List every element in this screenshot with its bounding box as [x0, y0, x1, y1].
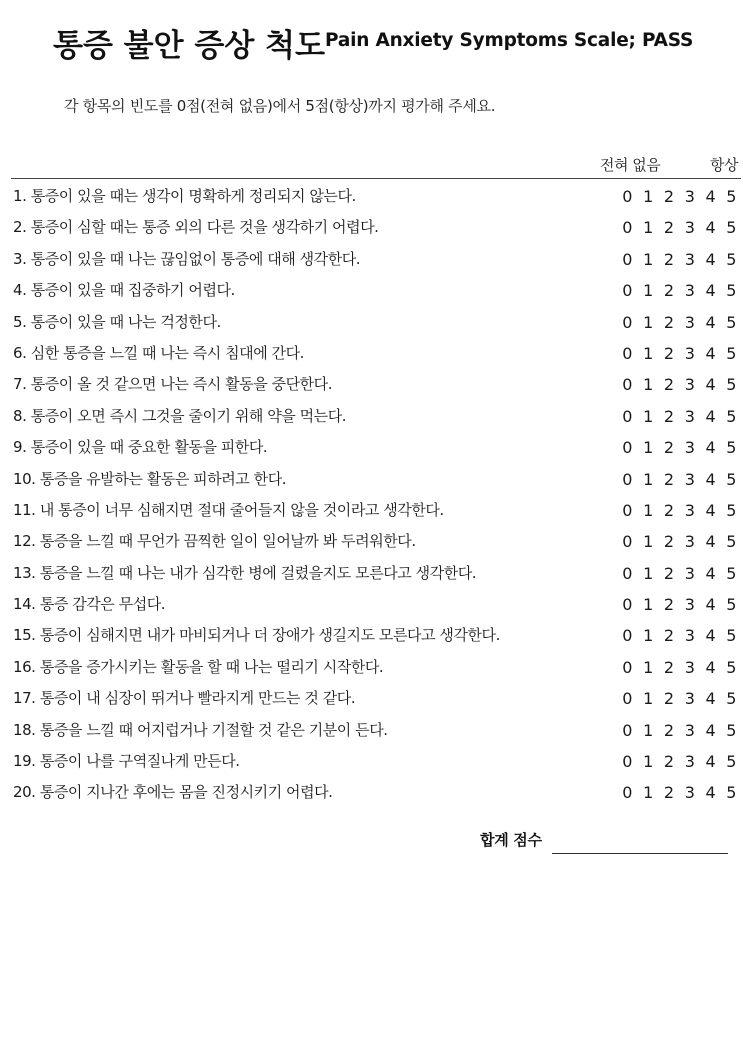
score-option[interactable]: 1 — [643, 281, 654, 301]
score-option[interactable]: 0 — [622, 532, 633, 552]
score-option[interactable]: 3 — [684, 249, 695, 269]
score-option[interactable]: 5 — [726, 312, 737, 332]
score-option[interactable]: 0 — [622, 783, 633, 803]
score-options — [617, 715, 742, 746]
score-option[interactable]: 2 — [663, 657, 675, 677]
question-row — [13, 589, 738, 620]
score-options — [617, 369, 742, 400]
score-option[interactable]: 5 — [726, 438, 737, 458]
score-options — [617, 212, 742, 243]
score-option[interactable]: 4 — [705, 563, 716, 583]
score-option[interactable]: 3 — [684, 720, 695, 740]
score-option[interactable]: 3 — [684, 500, 695, 520]
question-row — [13, 683, 738, 714]
score-option[interactable]: 1 — [643, 375, 654, 395]
question-text: 4. 통증이 있을 때 집중하기 어렵다. — [13, 281, 235, 300]
score-option[interactable]: 4 — [705, 532, 716, 552]
score-option[interactable]: 4 — [705, 218, 716, 238]
score-options — [617, 244, 742, 275]
score-option[interactable]: 0 — [622, 657, 633, 677]
score-option[interactable]: 2 — [663, 249, 675, 269]
score-option[interactable]: 3 — [684, 312, 695, 332]
question-text: 11. 내 통증이 너무 심해지면 절대 줄어들지 않을 것이라고 생각한다. — [13, 500, 444, 519]
score-option[interactable]: 0 — [622, 281, 633, 301]
question-row — [13, 620, 738, 651]
question-text: 16. 통증을 증가시키는 활동을 할 때 나는 떨리기 시작한다. — [13, 657, 384, 676]
score-option[interactable]: 2 — [663, 532, 675, 552]
score-option[interactable]: 4 — [705, 689, 716, 709]
question-text: 7. 통증이 올 것 같으면 나는 즉시 활동을 중단한다. — [13, 375, 333, 394]
question-row — [13, 369, 738, 400]
score-option[interactable]: 1 — [643, 343, 654, 363]
question-row — [13, 212, 738, 243]
score-option[interactable]: 1 — [643, 438, 654, 458]
score-option[interactable]: 2 — [663, 218, 675, 238]
score-option[interactable]: 5 — [726, 595, 737, 615]
question-row — [13, 307, 738, 338]
score-option[interactable]: 5 — [726, 375, 737, 395]
score-option[interactable]: 2 — [663, 343, 675, 363]
score-option[interactable]: 5 — [726, 500, 737, 520]
score-options — [617, 746, 742, 777]
score-options — [617, 589, 742, 620]
score-option[interactable]: 2 — [663, 438, 675, 458]
question-row — [13, 715, 738, 746]
score-option[interactable]: 4 — [705, 187, 716, 206]
score-options — [617, 464, 742, 495]
score-option[interactable]: 0 — [622, 563, 633, 583]
score-option[interactable]: 1 — [643, 532, 654, 552]
question-row — [13, 526, 738, 557]
score-option[interactable]: 3 — [684, 657, 695, 677]
score-option[interactable]: 1 — [643, 720, 654, 740]
scale-header — [560, 154, 738, 174]
score-option[interactable]: 5 — [726, 406, 737, 426]
score-options — [617, 432, 742, 463]
score-option[interactable]: 2 — [663, 595, 675, 615]
score-option[interactable]: 4 — [705, 312, 716, 332]
question-text: 15. 통증이 심해지면 내가 마비되거나 더 장애가 생길지도 모른다고 생각한다. — [13, 626, 500, 645]
score-option[interactable]: 4 — [705, 595, 716, 615]
score-options — [617, 401, 742, 432]
page-title — [53, 24, 693, 68]
question-row — [13, 401, 738, 432]
score-option[interactable]: 0 — [622, 218, 633, 238]
score-option[interactable]: 1 — [643, 595, 654, 615]
score-option[interactable]: 1 — [643, 469, 654, 489]
question-row — [13, 464, 738, 495]
score-option[interactable]: 0 — [622, 343, 633, 363]
score-options — [617, 558, 742, 589]
score-option[interactable]: 5 — [726, 689, 737, 709]
score-option[interactable]: 1 — [643, 500, 654, 520]
score-option[interactable]: 1 — [643, 563, 654, 583]
question-text: 14. 통증 감각은 무섭다. — [13, 595, 166, 614]
score-option[interactable]: 1 — [643, 187, 654, 206]
score-option[interactable]: 3 — [684, 783, 695, 803]
score-option[interactable]: 1 — [643, 752, 654, 772]
score-option[interactable]: 4 — [705, 375, 716, 395]
score-option[interactable]: 2 — [663, 281, 675, 301]
question-row — [13, 181, 738, 212]
score-option[interactable]: 5 — [726, 343, 737, 363]
score-option[interactable]: 0 — [622, 626, 633, 646]
score-option[interactable]: 3 — [684, 218, 695, 238]
question-text: 5. 통증이 있을 때 나는 걱정한다. — [13, 312, 221, 331]
question-row — [13, 746, 738, 777]
score-option[interactable]: 4 — [705, 720, 716, 740]
score-option[interactable]: 2 — [663, 375, 675, 395]
score-option[interactable]: 4 — [705, 406, 716, 426]
score-option[interactable]: 3 — [684, 187, 695, 206]
score-option[interactable]: 5 — [726, 657, 737, 677]
score-option[interactable]: 0 — [622, 249, 633, 269]
question-row — [13, 432, 738, 463]
score-option[interactable]: 4 — [705, 343, 716, 363]
score-options — [617, 338, 742, 369]
score-option[interactable]: 5 — [726, 752, 737, 772]
question-text: 13. 통증을 느낄 때 나는 내가 심각한 병에 걸렸을지도 모른다고 생각한다. — [13, 563, 477, 582]
score-option[interactable]: 5 — [726, 187, 737, 206]
score-option[interactable]: 3 — [684, 375, 695, 395]
score-option[interactable]: 0 — [622, 595, 633, 615]
score-option[interactable]: 3 — [684, 281, 695, 301]
score-option[interactable]: 2 — [663, 689, 675, 709]
score-option[interactable]: 5 — [726, 783, 737, 803]
score-option[interactable]: 2 — [663, 406, 675, 426]
question-text: 19. 통증이 나를 구역질나게 만든다. — [13, 752, 240, 771]
score-option[interactable]: 1 — [643, 626, 654, 646]
score-option[interactable]: 3 — [684, 563, 695, 583]
score-option[interactable]: 4 — [705, 438, 716, 458]
score-options — [617, 526, 742, 557]
score-option[interactable]: 4 — [705, 469, 716, 489]
score-options — [617, 683, 742, 714]
score-option[interactable]: 5 — [726, 563, 737, 583]
question-text: 20. 통증이 지나간 후에는 몸을 진정시키기 어렵다. — [13, 783, 333, 802]
score-option[interactable]: 4 — [705, 752, 716, 772]
question-text: 18. 통증을 느낄 때 어지럽거나 기절할 것 같은 기분이 든다. — [13, 720, 388, 739]
score-option[interactable]: 3 — [684, 626, 695, 646]
score-option[interactable]: 2 — [663, 563, 675, 583]
score-option[interactable]: 3 — [684, 595, 695, 615]
question-text: 3. 통증이 있을 때 나는 끊임없이 통증에 대해 생각한다. — [13, 249, 361, 268]
score-option[interactable]: 1 — [643, 783, 654, 803]
score-option[interactable]: 3 — [684, 469, 695, 489]
score-option[interactable]: 0 — [622, 406, 633, 426]
score-option[interactable]: 1 — [643, 689, 654, 709]
score-option[interactable]: 3 — [684, 752, 695, 772]
question-row — [13, 495, 738, 526]
score-option[interactable]: 4 — [705, 281, 716, 301]
question-row — [13, 652, 738, 683]
score-option[interactable]: 0 — [622, 752, 633, 772]
score-option[interactable]: 2 — [663, 720, 675, 740]
score-option[interactable]: 1 — [643, 218, 654, 238]
question-text: 2. 통증이 심할 때는 통증 외의 다른 것을 생각하기 어렵다. — [13, 218, 379, 237]
score-options — [617, 181, 742, 212]
score-option[interactable]: 1 — [643, 406, 654, 426]
question-row — [13, 244, 738, 275]
score-option[interactable]: 0 — [622, 312, 633, 332]
header-divider — [11, 178, 741, 179]
score-option[interactable]: 2 — [663, 500, 675, 520]
score-options — [617, 620, 742, 651]
score-option[interactable]: 1 — [643, 312, 654, 332]
question-text: 8. 통증이 오면 즉시 그것을 줄이기 위해 약을 먹는다. — [13, 406, 347, 425]
score-options — [617, 652, 742, 683]
score-options — [617, 495, 742, 526]
question-row — [13, 338, 738, 369]
question-text: 10. 통증을 유발하는 활동은 피하려고 한다. — [13, 469, 287, 488]
score-option[interactable]: 3 — [684, 689, 695, 709]
score-option[interactable]: 4 — [705, 500, 716, 520]
score-option[interactable]: 5 — [726, 249, 737, 269]
score-option[interactable]: 4 — [705, 657, 716, 677]
score-option[interactable]: 2 — [663, 312, 675, 332]
total-score — [480, 830, 728, 850]
score-option[interactable]: 4 — [705, 626, 716, 646]
score-option[interactable]: 3 — [684, 406, 695, 426]
score-option[interactable]: 2 — [663, 469, 675, 489]
score-option[interactable]: 3 — [684, 343, 695, 363]
question-text: 12. 통증을 느낄 때 무언가 끔찍한 일이 일어날까 봐 두려워한다. — [13, 532, 416, 551]
score-option[interactable]: 5 — [726, 218, 737, 238]
score-option[interactable]: 2 — [663, 626, 675, 646]
score-option[interactable]: 5 — [726, 626, 737, 646]
score-option[interactable]: 2 — [663, 187, 675, 206]
score-option[interactable]: 3 — [684, 438, 695, 458]
score-option[interactable]: 0 — [622, 689, 633, 709]
question-text: 17. 통증이 내 심장이 뛰거나 빨라지게 만드는 것 같다. — [13, 689, 356, 708]
question-row — [13, 558, 738, 589]
question-row — [13, 275, 738, 306]
question-row — [13, 777, 738, 808]
instruction-text: 각 항목의 빈도를 0점(전혀 없음)에서 5점(항상)까지 평가해 주세요. — [64, 97, 496, 115]
score-option[interactable]: 0 — [622, 375, 633, 395]
score-option[interactable]: 4 — [705, 783, 716, 803]
question-text: 9. 통증이 있을 때 중요한 활동을 피한다. — [13, 438, 268, 457]
score-option[interactable]: 5 — [726, 281, 737, 301]
score-option[interactable]: 0 — [622, 469, 633, 489]
total-score-label: 합계 점수 — [480, 831, 542, 849]
score-option[interactable]: 4 — [705, 249, 716, 269]
score-options — [617, 275, 742, 306]
score-option[interactable]: 1 — [643, 657, 654, 677]
question-text: 1. 통증이 있을 때는 생각이 명확하게 정리되지 않는다. — [13, 187, 356, 205]
score-option[interactable]: 5 — [726, 469, 737, 489]
score-option[interactable]: 0 — [622, 187, 633, 206]
score-option[interactable]: 0 — [622, 438, 633, 458]
score-options — [617, 307, 742, 338]
title-korean: 통증 불안 증상 척도 — [53, 28, 325, 64]
score-option[interactable]: 2 — [663, 752, 675, 772]
score-option[interactable]: 3 — [684, 532, 695, 552]
scale-low-label: 전혀 없음 — [600, 156, 661, 174]
score-option[interactable]: 1 — [643, 249, 654, 269]
question-list — [13, 181, 738, 809]
score-options — [617, 777, 742, 808]
title-english: Pain Anxiety Symptoms Scale; PASS — [324, 30, 694, 51]
score-option[interactable]: 2 — [663, 783, 675, 803]
question-text: 6. 심한 통증을 느낄 때 나는 즉시 침대에 간다. — [13, 343, 304, 362]
total-score-field[interactable] — [552, 853, 728, 854]
score-option[interactable]: 0 — [622, 720, 633, 740]
score-option[interactable]: 5 — [726, 532, 737, 552]
score-option[interactable]: 5 — [726, 720, 737, 740]
scale-high-label: 항상 — [710, 156, 738, 174]
score-option[interactable]: 0 — [622, 500, 633, 520]
